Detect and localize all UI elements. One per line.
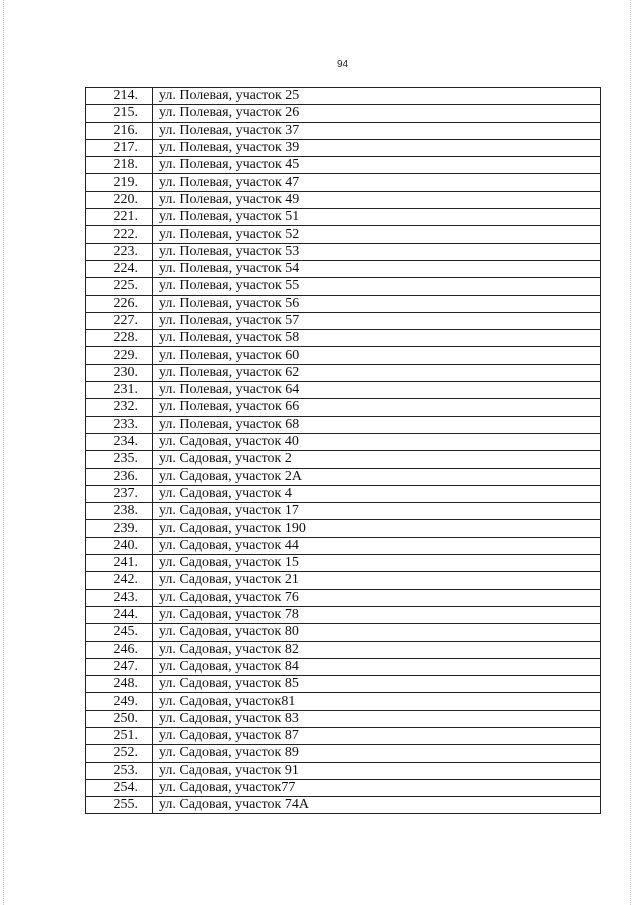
row-number-cell: 228. (86, 330, 153, 347)
row-number-cell: 238. (86, 503, 153, 520)
address-cell: ул. Полевая, участок 51 (153, 209, 601, 226)
table-row (86, 105, 601, 122)
row-number-cell: 225. (86, 278, 153, 295)
table-row (86, 191, 601, 208)
address-cell: ул. Садовая, участок 17 (153, 503, 601, 520)
table-row (86, 503, 601, 520)
address-cell: ул. Полевая, участок 62 (153, 364, 601, 381)
table-row (86, 624, 601, 641)
row-number-cell: 220. (86, 191, 153, 208)
address-cell: ул. Садовая, участок 91 (153, 762, 601, 779)
table-row (86, 745, 601, 762)
row-number-cell: 214. (86, 88, 153, 105)
address-cell: ул. Садовая, участок 84 (153, 658, 601, 675)
address-cell: ул. Полевая, участок 37 (153, 122, 601, 139)
address-table (85, 87, 601, 814)
row-number-cell: 219. (86, 174, 153, 191)
table-row (86, 641, 601, 658)
row-number-cell: 245. (86, 624, 153, 641)
table-row (86, 364, 601, 381)
table-row (86, 243, 601, 260)
row-number-cell: 236. (86, 468, 153, 485)
row-number-cell: 243. (86, 589, 153, 606)
scan-edge-right (630, 0, 631, 905)
address-cell: ул. Полевая, участок 26 (153, 105, 601, 122)
address-cell: ул. Садовая, участок77 (153, 779, 601, 796)
row-number-cell: 255. (86, 797, 153, 814)
table-row (86, 520, 601, 537)
address-cell: ул. Полевая, участок 56 (153, 295, 601, 312)
table-row (86, 260, 601, 277)
row-number-cell: 248. (86, 676, 153, 693)
address-cell: ул. Полевая, участок 55 (153, 278, 601, 295)
address-cell: ул. Полевая, участок 49 (153, 191, 601, 208)
row-number-cell: 247. (86, 658, 153, 675)
row-number-cell: 241. (86, 555, 153, 572)
address-cell: ул. Полевая, участок 66 (153, 399, 601, 416)
address-cell: ул. Садовая, участок 44 (153, 537, 601, 554)
row-number-cell: 237. (86, 485, 153, 502)
address-cell: ул. Садовая, участок 2А (153, 468, 601, 485)
address-cell: ул. Садовая, участок 82 (153, 641, 601, 658)
table-row (86, 676, 601, 693)
address-cell: ул. Садовая, участок 4 (153, 485, 601, 502)
table-row (86, 589, 601, 606)
address-cell: ул. Полевая, участок 45 (153, 157, 601, 174)
row-number-cell: 233. (86, 416, 153, 433)
row-number-cell: 232. (86, 399, 153, 416)
row-number-cell: 239. (86, 520, 153, 537)
address-cell: ул. Полевая, участок 68 (153, 416, 601, 433)
table-row (86, 658, 601, 675)
table-row (86, 762, 601, 779)
address-cell: ул. Садовая, участок 40 (153, 433, 601, 450)
row-number-cell: 246. (86, 641, 153, 658)
row-number-cell: 221. (86, 209, 153, 226)
table-row (86, 416, 601, 433)
scan-edge-left (3, 0, 4, 905)
row-number-cell: 218. (86, 157, 153, 174)
table-row (86, 451, 601, 468)
table-row (86, 399, 601, 416)
table-row (86, 382, 601, 399)
address-cell: ул. Садовая, участок 78 (153, 606, 601, 623)
table-row (86, 347, 601, 364)
address-cell: ул. Полевая, участок 64 (153, 382, 601, 399)
table-row (86, 485, 601, 502)
row-number-cell: 235. (86, 451, 153, 468)
row-number-cell: 227. (86, 312, 153, 329)
row-number-cell: 217. (86, 139, 153, 156)
row-number-cell: 252. (86, 745, 153, 762)
table-row (86, 572, 601, 589)
table-row (86, 174, 601, 191)
address-cell: ул. Садовая, участок 2 (153, 451, 601, 468)
table-row (86, 606, 601, 623)
table-row (86, 555, 601, 572)
row-number-cell: 223. (86, 243, 153, 260)
table-row (86, 139, 601, 156)
row-number-cell: 253. (86, 762, 153, 779)
row-number-cell: 224. (86, 260, 153, 277)
row-number-cell: 222. (86, 226, 153, 243)
row-number-cell: 216. (86, 122, 153, 139)
row-number-cell: 230. (86, 364, 153, 381)
table-row (86, 433, 601, 450)
address-cell: ул. Полевая, участок 47 (153, 174, 601, 191)
address-cell: ул. Полевая, участок 60 (153, 347, 601, 364)
table-row (86, 468, 601, 485)
row-number-cell: 226. (86, 295, 153, 312)
row-number-cell: 240. (86, 537, 153, 554)
table-row (86, 312, 601, 329)
address-cell: ул. Садовая, участок 21 (153, 572, 601, 589)
row-number-cell: 244. (86, 606, 153, 623)
row-number-cell: 231. (86, 382, 153, 399)
table-row (86, 779, 601, 796)
table-row (86, 278, 601, 295)
address-cell: ул. Садовая, участок 85 (153, 676, 601, 693)
table-row (86, 797, 601, 814)
row-number-cell: 249. (86, 693, 153, 710)
row-number-cell: 254. (86, 779, 153, 796)
table-row (86, 122, 601, 139)
address-cell: ул. Садовая, участок 83 (153, 710, 601, 727)
address-cell: ул. Садовая, участок 89 (153, 745, 601, 762)
address-cell: ул. Садовая, участок 190 (153, 520, 601, 537)
address-cell: ул. Садовая, участок 15 (153, 555, 601, 572)
table-row (86, 727, 601, 744)
address-cell: ул. Полевая, участок 39 (153, 139, 601, 156)
address-table-body (86, 88, 601, 814)
table-row (86, 330, 601, 347)
address-cell: ул. Полевая, участок 54 (153, 260, 601, 277)
address-cell: ул. Садовая, участок81 (153, 693, 601, 710)
address-cell: ул. Садовая, участок 87 (153, 727, 601, 744)
address-cell: ул. Садовая, участок 74А (153, 797, 601, 814)
address-cell: ул. Садовая, участок 80 (153, 624, 601, 641)
row-number-cell: 242. (86, 572, 153, 589)
address-cell: ул. Полевая, участок 53 (153, 243, 601, 260)
table-row (86, 693, 601, 710)
table-row (86, 537, 601, 554)
table-row (86, 710, 601, 727)
table-row (86, 157, 601, 174)
row-number-cell: 251. (86, 727, 153, 744)
address-cell: ул. Полевая, участок 57 (153, 312, 601, 329)
page-number: 94 (336, 59, 349, 70)
row-number-cell: 234. (86, 433, 153, 450)
table-row (86, 226, 601, 243)
address-cell: ул. Полевая, участок 52 (153, 226, 601, 243)
row-number-cell: 215. (86, 105, 153, 122)
address-cell: ул. Полевая, участок 25 (153, 88, 601, 105)
row-number-cell: 250. (86, 710, 153, 727)
address-cell: ул. Садовая, участок 76 (153, 589, 601, 606)
table-row (86, 88, 601, 105)
table-row (86, 295, 601, 312)
table-row (86, 209, 601, 226)
row-number-cell: 229. (86, 347, 153, 364)
address-cell: ул. Полевая, участок 58 (153, 330, 601, 347)
